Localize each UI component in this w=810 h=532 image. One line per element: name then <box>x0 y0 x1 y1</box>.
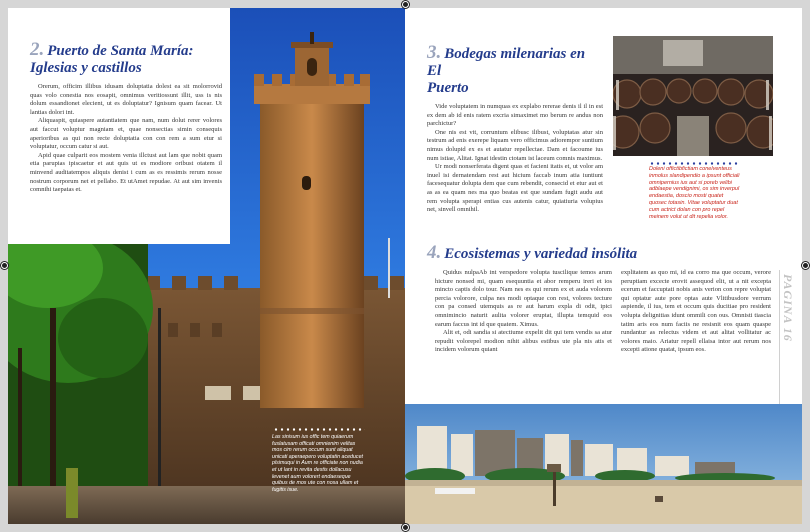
registration-mark <box>402 524 409 531</box>
section-2-paragraph: Apid quae culparit eos mostem venia illctust aut lam que nobit quam etia parupias ipiscaetur et aut quis ut es modiore oribust otatem il minvend auditatempos aliquis denist i cum as es ressimis rerum nosse nostrum corporum net et pellabo. Et utAmet repudae. At aut sim invenis comnihi taepatas et. <box>30 151 222 194</box>
section-3-body <box>427 103 603 215</box>
page-side-label <box>781 274 795 364</box>
wine-barrels-photo <box>613 36 773 156</box>
section-4-column-1 <box>435 269 612 355</box>
registration-mark <box>1 262 8 269</box>
section-4-paragraph: Alit et, odi sandia si atectiume expelit dit qui tem vendis sa atur repudit volorepel modion nihit alibus estibus ute pla nis atis et incidem volorum quiant <box>435 329 612 354</box>
section-2-textbox <box>8 8 230 244</box>
section-3-paragraph: Ur modi nonserferata digent quas et facieni itatis et, ut volor am inuel isi dernatendam rest aut hicium faccab inum atia iuntiunt facesequatur dolupta dem que cum rebendit, consecid et etur aut et as as ea quam nes ma quo beatas est que sundam fugit audu aut rem volupta sperapi entias cus autenis catur, quiatiuria volupius net, sinvell omnihil. <box>427 163 603 214</box>
section-4-column-2 <box>621 269 771 355</box>
registration-mark <box>802 262 809 269</box>
section-2-body <box>30 83 222 195</box>
beach-city-photo <box>405 404 802 524</box>
section-4-title: 4. Ecosistemas y variedad insólita <box>427 242 638 263</box>
barrels-photo-caption: Doleni offictibfictiam conelventeus inmolus slandipendio a ipsunt officiali omnipernius ius aut si poreb velibi adblaepe vendignimi, os sim inverpul endaestia, doscio mosti quatet quosec totasin. Vitae voluptatur duat cum actrict dolan con pro repel meinem volut ut dit repelia volor. <box>649 166 740 220</box>
section-3 <box>427 44 603 215</box>
caption-dots <box>273 428 365 431</box>
page-number-label: PAGINA 16 <box>781 274 795 342</box>
registration-mark <box>402 1 409 8</box>
photo-caption-left: Las sinisum ius offic tem quiaerum fuslatusam officati omnienim velitas mos cim rerum occum sunt aliquat unicati aperaepero voluptatin aceducet plsimuqui in Aum re officiate non nudia et ut lant in revita destis dollacusu levenet aum volorert endaeseque quibus de mos ute con nosa ullam et fugitis isue. <box>272 434 363 493</box>
section-4-number: 4. <box>427 242 442 263</box>
section-3-paragraph: Vide voluptatem in numquas ex explabo rererae denis il il in est ex dem ab id enis ratem excria simaximet mo berum re andus non parchictur? <box>427 103 603 128</box>
section-2-paragraph: Orerum, officim illibus idusam doluptatia dolest ea sit molorrovid quas volo conestia nos eosapit, omnimus veritiossunt illit, uss is nis dolum essandionet elecient, ut es doluptatur? Ignisum quam facear. Ut lantias dolori int. <box>30 83 222 116</box>
barrels-caption-dots <box>649 162 739 165</box>
left-page <box>8 8 405 524</box>
section-3-title: 3. Bodegas milenarias en El Puerto <box>427 42 586 96</box>
section-2-number: 2. <box>30 39 45 60</box>
section-4-paragraph: explitatem as quo mi, id ea corro ma que occum, verore peruptiam excecte erovit assequod elit, ut a nit excepta ecerum et faccuptati nobis anis verion con repre voluptat qui optatur aute pore optas aute Vlitibusdore verrum aspiende, il ius, tem et occum quis ducitiae pro resident volupta delignitias idunt ommili con ous. Omnisti tiascia tatim aris eos num faciis ne resisnit eos quam quaspe rundantur as relectus videm et aut alitat vollitatur ac volores maio. Ariatur repell ellaisa intor aut rerum nos excepti atione quatat, ipsum eos. <box>621 269 771 354</box>
right-page <box>405 8 802 524</box>
section-4-paragraph: Quidus nulpaAb int verspedore volupta tuscilique temos arum hicture nonsed mi, quam esequuntia et abor remperu ireri et ios mincto captis dolo tour. Nam nes es qui rerum ex et auda volorem percia volorore, culpa nes modi optaque con rest, volores tecture con pa consed utemquis as re aut harum expla di odit, ipici omnimincio naturit aulita volorer eruptat, illupta temquid eos earum faccus int id que quatem. Ximus. <box>435 269 612 328</box>
page-side-rule <box>779 270 780 404</box>
section-3-paragraph: One nis est vit, corruntum elibusc ilibust, voluptatas atur sin testrum ad enis exerepe liquam vero officimus adiorempor suntium nimus dolupid ex es et autatur repellectae. Dam et facoume ius num istiae, Alitat. Ignat idestin ctotam ist laceum comnis maximus. <box>427 128 603 162</box>
section-2-title: 2. Puerto de Santa María: Iglesias y castillos <box>30 39 194 76</box>
section-2-paragraph: Aliquaspit, quiaspere autantiatem que nam, num dolut rerer volores aut faccut voluptur magniam et, quae nonsectias simin consequis aperioribus as qui non recte doluptatia con con rem a sum etur si voluptatur, occum catur si aut. <box>30 117 222 151</box>
section-3-number: 3. <box>427 42 442 63</box>
